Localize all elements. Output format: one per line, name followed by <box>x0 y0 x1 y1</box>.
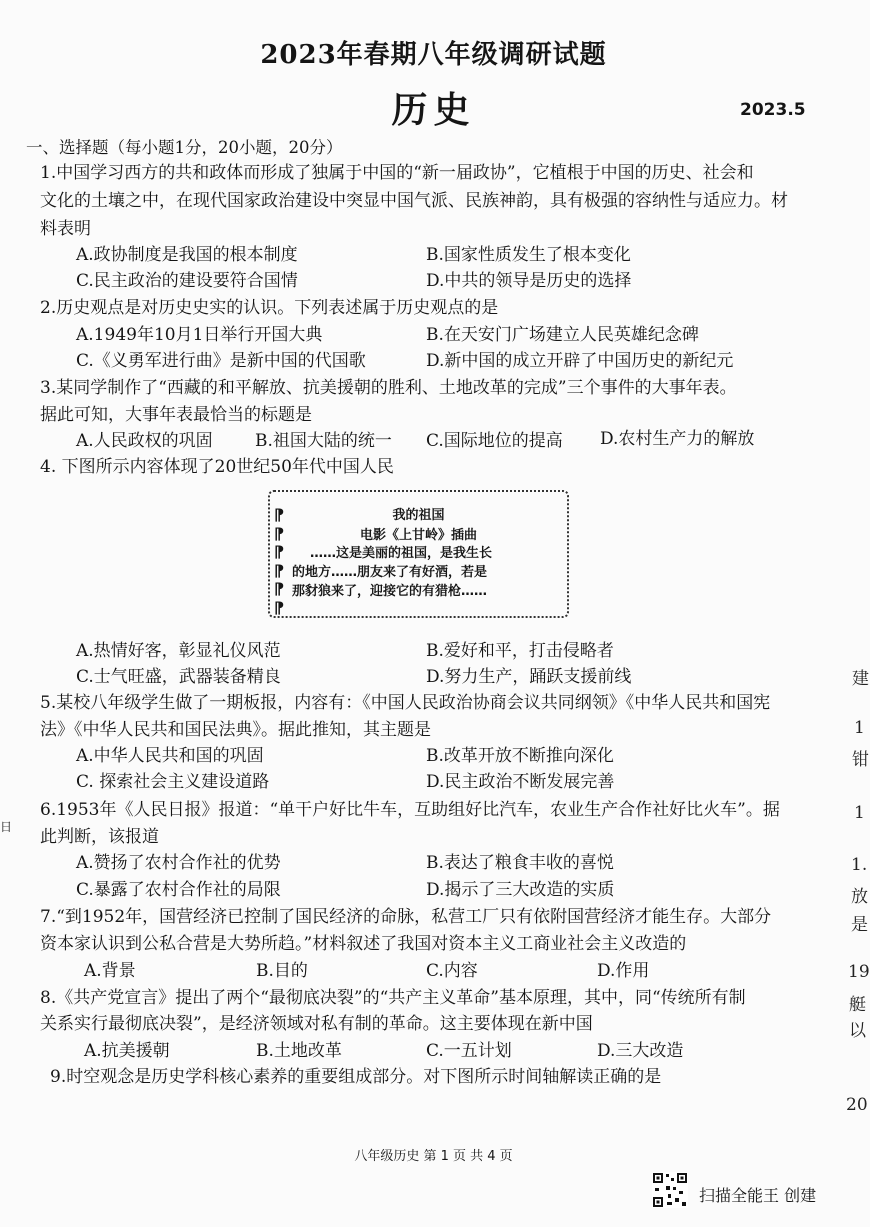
exam-date: 2023.5 <box>740 100 806 120</box>
q2-option-a: A.1949年10月1日举行开国大典 <box>76 325 323 345</box>
scanner-watermark: 扫描全能王 创建 <box>699 1186 817 1205</box>
q3-option-c: C.国际地位的提高 <box>426 431 563 451</box>
edge-mark: 日 <box>0 820 13 834</box>
q8-option-c: C.一五计划 <box>426 1041 512 1061</box>
lyrics-line-1: ……这是美丽的祖国，是我生长 <box>310 546 493 561</box>
q3-option-d: D.农村生产力的解放 <box>600 429 755 449</box>
exam-title: 2023年春期八年级调研试题 <box>260 40 607 70</box>
edge-mark: 建 <box>852 669 869 689</box>
q3-stem-line-2: 据此可知，大事年表最恰当的标题是 <box>40 405 312 425</box>
q8-stem-line-1: 8.《共产党宣言》提出了两个“最彻底决裂”的“共产主义革命”基本原理，其中，同“传统所有制 <box>40 988 746 1008</box>
q5-stem-line-2: 法》《中华人民共和国民法典》。据此推知，其主题是 <box>40 720 431 740</box>
q1-stem-line-3: 料表明 <box>40 219 91 239</box>
edge-mark: 放 <box>851 887 868 907</box>
q7-option-c: C.内容 <box>426 961 478 981</box>
edge-mark: 1. <box>851 855 868 875</box>
q6-option-b: B.表达了粮食丰收的喜悦 <box>426 853 614 873</box>
q7-stem-line-1: 7.“到1952年，国营经济已控制了国民经济的命脉，私营工厂只有依附国营经济才能生存。大部分 <box>40 907 772 927</box>
song-title: 我的祖国 <box>392 508 445 523</box>
q1-option-c: C.民主政治的建设要符合国情 <box>76 271 298 291</box>
lyrics-line-2: 的地方……朋友来了有好酒，若是 <box>292 565 488 580</box>
edge-mark: 是 <box>851 915 868 935</box>
section-heading: 一、选择题（每小题1分，20小题，20分） <box>26 138 343 157</box>
song-lyrics <box>292 544 492 601</box>
q3-option-a: A.人民政权的巩固 <box>76 431 213 451</box>
q4-option-b: B.爱好和平，打击侵略者 <box>426 641 614 661</box>
q7-stem-line-2: 资本家认识到公私合营是大势所趋。”材料叙述了我国对资本主义工商业社会主义改造的 <box>40 934 687 954</box>
q6-option-c: C.暴露了农村合作社的局限 <box>76 880 281 900</box>
edge-mark: 以 <box>849 1021 866 1041</box>
song-subtitle: 电影《上甘岭》插曲 <box>359 528 477 543</box>
q2-stem-line-1: 2.历史观点是对历史史实的认识。下列表述属于历史观点的是 <box>40 298 499 318</box>
q4-option-a: A.热情好客，彰显礼仪风范 <box>76 641 281 661</box>
q2-option-b: B.在天安门广场建立人民英雄纪念碑 <box>426 325 699 345</box>
edge-mark: 1 <box>854 718 865 738</box>
edge-mark: 20 <box>846 1095 868 1115</box>
q1-option-d: D.中共的领导是历史的选择 <box>426 271 632 291</box>
q6-option-a: A.赞扬了农村合作社的优势 <box>76 853 281 873</box>
q3-stem-line-1: 3.某同学制作了“西藏的和平解放、抗美援朝的胜利、土地改革的完成”三个事件的大事年表。 <box>40 378 737 398</box>
q6-stem-line-1: 6.1953年《人民日报》报道：“单干户好比牛车，互助组好比汽车，农业生产合作社好比火车”。据 <box>40 800 780 820</box>
q1-option-b: B.国家性质发生了根本变化 <box>426 245 631 265</box>
q8-option-a: A.抗美援朝 <box>84 1041 170 1061</box>
q3-option-b: B.祖国大陆的统一 <box>255 431 392 451</box>
page-footer: 八年级历史 第 1 页 共 4 页 <box>354 1149 513 1164</box>
q7-option-b: B.目的 <box>256 961 308 981</box>
q4-option-c: C.士气旺盛，武器装备精良 <box>76 667 281 687</box>
q5-option-d: D.民主政治不断发展完善 <box>426 772 615 792</box>
q8-option-b: B.土地改革 <box>256 1041 342 1061</box>
q2-option-d: D.新中国的成立开辟了中国历史的新纪元 <box>426 351 734 371</box>
q4-option-d: D.努力生产，踊跃支援前线 <box>426 667 632 687</box>
q5-stem-line-1: 5.某校八年级学生做了一期板报，内容有：《中国人民政治协商会议共同纲领》《中华人民共和国宪 <box>40 693 771 713</box>
q7-option-a: A.背景 <box>84 961 136 981</box>
edge-mark: 1 <box>854 803 865 823</box>
edge-mark: 艇 <box>849 995 866 1015</box>
q1-option-a: A.政协制度是我国的根本制度 <box>76 245 298 265</box>
q5-option-b: B.改革开放不断推向深化 <box>426 746 614 766</box>
edge-mark: 钳 <box>852 750 869 770</box>
subject-title: 历史 <box>391 89 476 131</box>
q7-option-d: D.作用 <box>597 961 650 981</box>
q8-option-d: D.三大改造 <box>597 1041 684 1061</box>
song-lyrics-figure <box>268 490 569 618</box>
q5-option-a: A.中华人民共和国的巩固 <box>76 746 264 766</box>
q2-option-c: C.《义勇军进行曲》是新中国的代国歌 <box>76 351 366 371</box>
q8-stem-line-2: 关系实行最彻底决裂”，是经济领域对私有制的革命。这主要体现在新中国 <box>40 1014 593 1034</box>
q6-option-d: D.揭示了三大改造的实质 <box>426 880 615 900</box>
edge-mark: 19 <box>848 962 870 982</box>
q6-stem-line-2: 此判断，该报道 <box>40 827 159 847</box>
q1-stem-line-1: 1.中国学习西方的共和政体而形成了独属于中国的“新一届政协”，它植根于中国的历史、社会和 <box>40 163 754 183</box>
q5-option-c: C. 探索社会主义建设道路 <box>76 772 270 792</box>
q4-stem-line-1: 4. 下图所示内容体现了20世纪50年代中国人民 <box>40 457 394 477</box>
qr-code-icon <box>652 1172 688 1208</box>
q1-stem-line-2: 文化的土壤之中，在现代国家政治建设中突显中国气派、民族神韵，具有极强的容纳性与适应力。材 <box>40 191 788 211</box>
lyrics-line-3: 那豺狼来了，迎接它的有猎枪…… <box>292 584 488 599</box>
binder-ring-marks: ⁋ ⁋ ⁋ ⁋ ⁋ ⁋ <box>274 505 285 617</box>
q9-stem-line-1: 9.时空观念是历史学科核心素养的重要组成部分。对下图所示时间轴解读正确的是 <box>50 1067 662 1087</box>
